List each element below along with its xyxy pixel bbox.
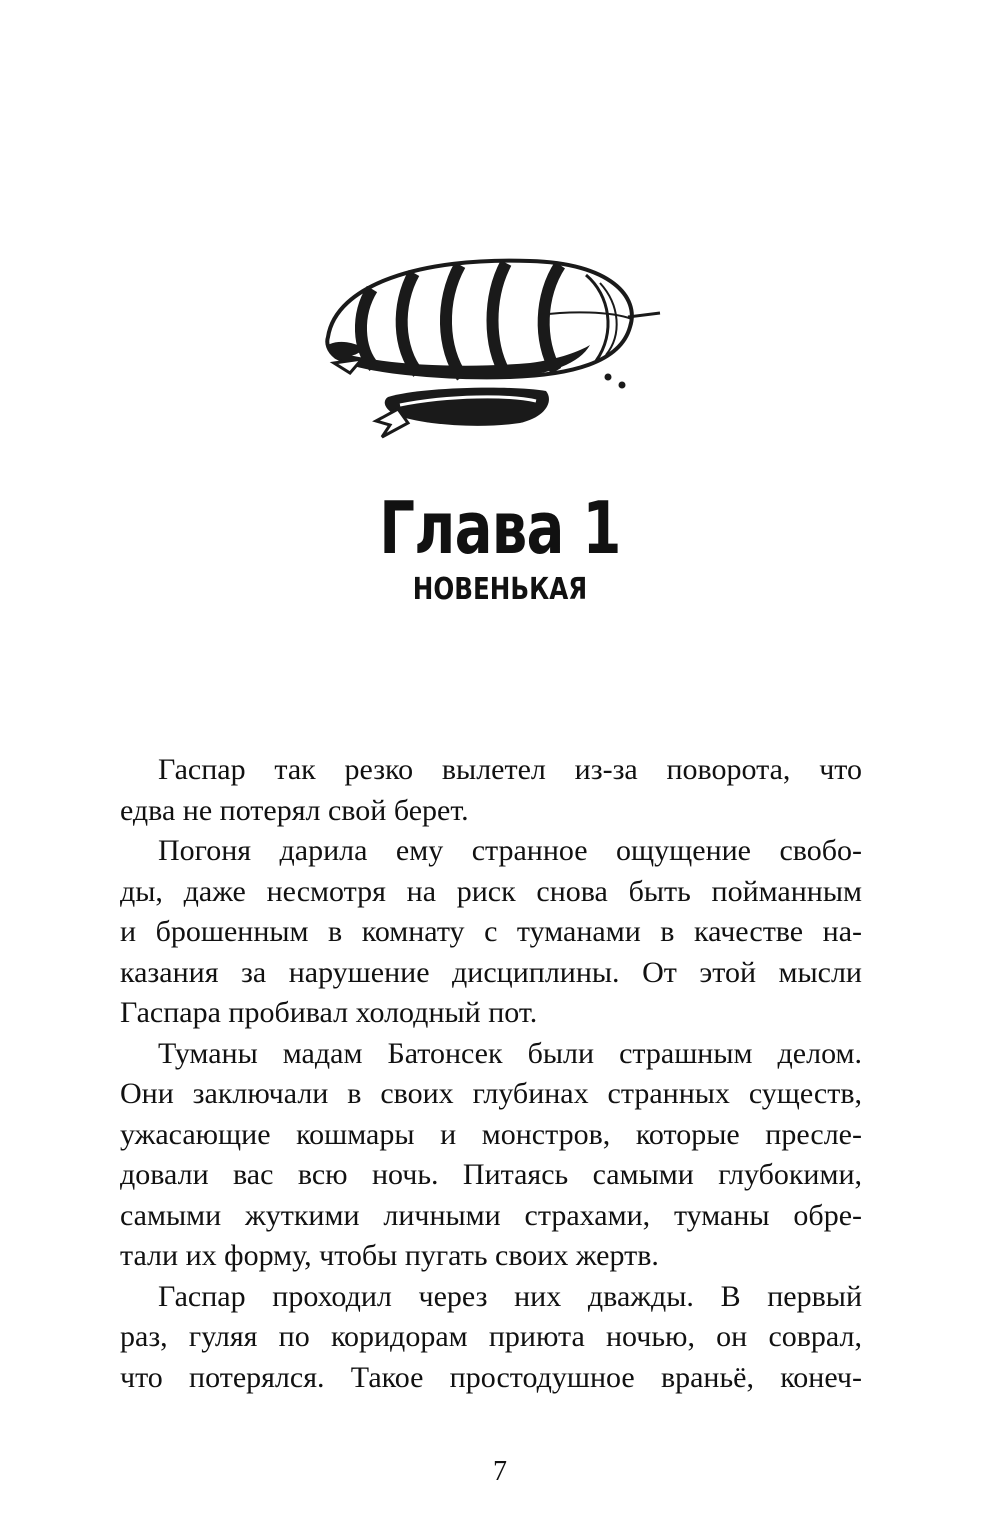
text-line: Туманы мадам Батонсек были страшным делом. xyxy=(158,1036,862,1070)
text-line: Погоня дарила ему странное ощущение свобо- xyxy=(158,834,862,867)
text-line: казания за нарушение дисциплины. От этой мысли xyxy=(120,955,862,989)
text-line: довали вас всю ночь. Питаясь самыми глубокими, xyxy=(120,1158,862,1191)
text-line: что потерялся. Такое простодушное враньё, конеч- xyxy=(120,1360,862,1394)
page-number: 7 xyxy=(493,1456,507,1487)
text-line: Гаспар так резко вылетел из-за поворота, что xyxy=(158,753,862,786)
text-line: и брошенным в комнату с туманами в качестве на- xyxy=(120,915,862,948)
text-line: самыми жуткими личными страхами, туманы обре- xyxy=(120,1198,862,1232)
text-line: Гаспара пробивал холодный пот. xyxy=(120,996,538,1029)
paragraph xyxy=(120,1034,862,1277)
airship-icon xyxy=(310,245,670,445)
paragraph xyxy=(120,831,862,1034)
body-text xyxy=(120,750,862,1398)
text-line: тали их форму, чтобы пугать своих жертв. xyxy=(120,1239,659,1272)
text-line: ужасающие кошмары и монстров, которые пресле- xyxy=(120,1117,862,1151)
text-line: едва не потерял свой берет. xyxy=(120,793,469,827)
text-line: Гаспар проходил через них дважды. В первый xyxy=(158,1279,862,1313)
chapter-subtitle: НОВЕНЬКАЯ xyxy=(412,572,588,607)
chapter-title: Глава 1 xyxy=(379,486,621,570)
paragraph xyxy=(120,750,862,831)
paragraph xyxy=(120,1277,862,1399)
text-line: ды, даже несмотря на риск снова быть пойманным xyxy=(120,874,862,908)
text-line: раз, гуляя по коридорам приюта ночью, он соврал, xyxy=(120,1320,862,1353)
text-line: Они заключали в своих глубинах странных существ, xyxy=(120,1077,862,1110)
